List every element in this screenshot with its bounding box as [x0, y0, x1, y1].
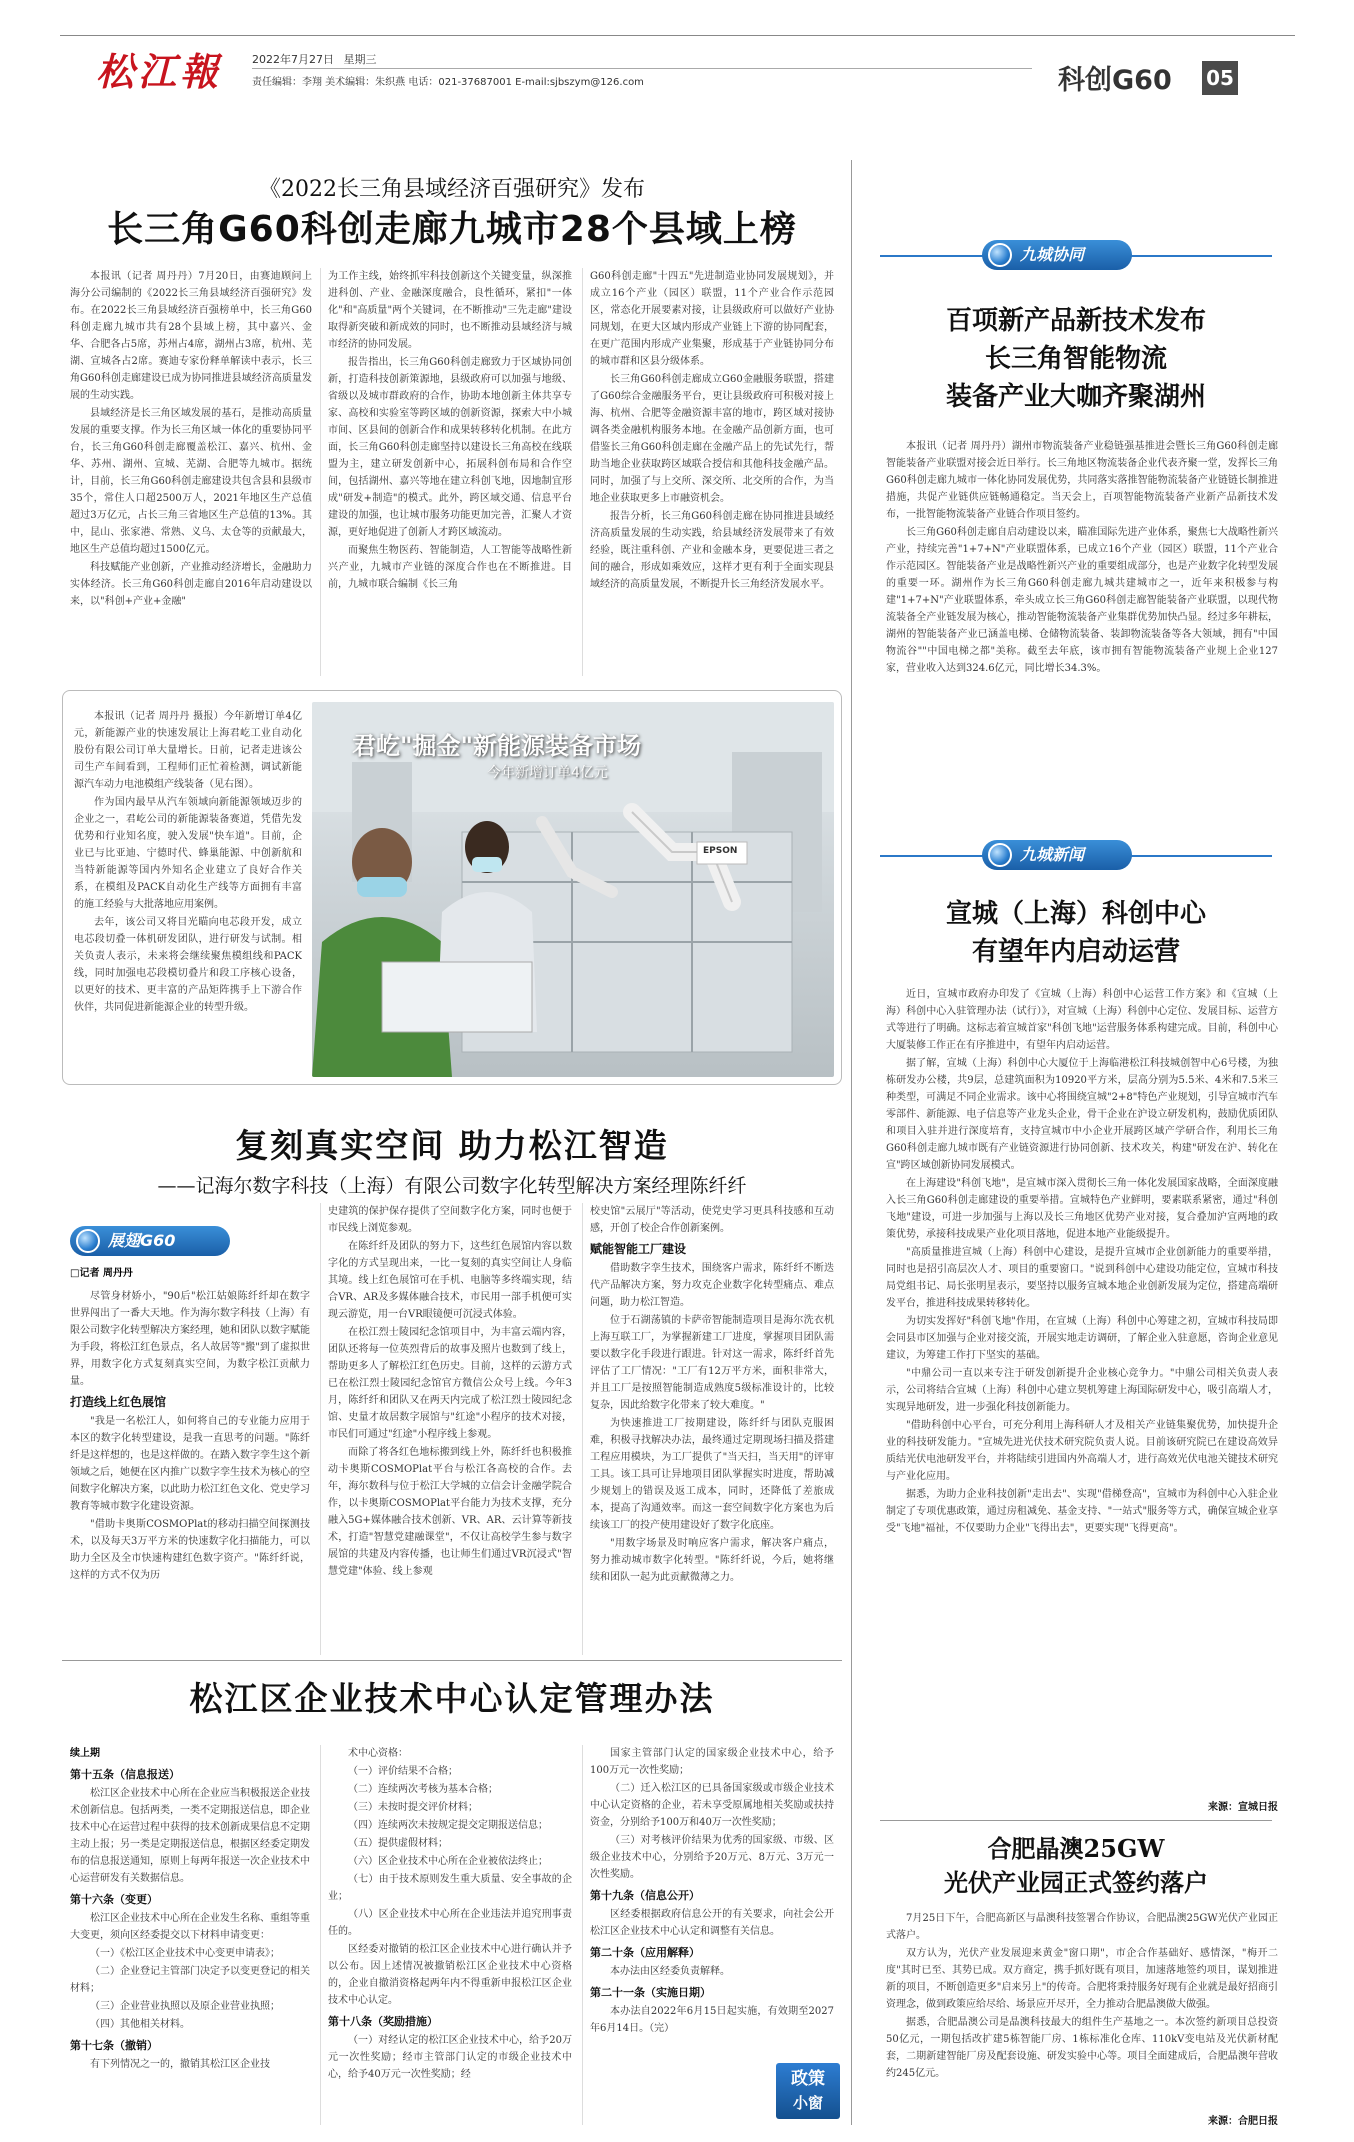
clause-heading: 第十八条（奖励措施） — [328, 2015, 438, 2028]
clause-heading: 第十九条（信息公开） — [590, 1889, 700, 1902]
paragraph: 史建筑的保护保存提供了空间数字化方案，同时也便于市民线上浏览参观。 — [328, 1206, 572, 1234]
r3-body — [886, 1910, 1278, 2112]
paragraph: 为工作主线，始终抓牢科技创新这个关键变量，纵深推进科创、产业、金融深度融合，良性循环，紧扣"一体化"和"高质量"两个关键词，在不断推动"三先走廊"建设取得新突破和新成效的同时，也不断推动县域经济与城市经济的协同发展。 — [328, 271, 572, 350]
article-headline: 松江区企业技术中心认定管理办法 — [189, 1679, 715, 1718]
paragraph: 长三角G60科创走廊自启动建设以来，瞄准国际先进产业体系，聚焦七大战略性新兴产业，持续完善"1+7+N"产业联盟体系，已成立16个产业（园区）联盟，11个产业合作示范园区。智能装备产业是战略性新兴产业的重要组成部分，也是产业数字化转型发展的重要一环。湖州作为长三角G60科创走廊九城共建城市之一，近年来积极参与构建"1+7+N"产业联盟体系，牵头成立长三角G60科创走廊智能装备产业联盟，以现代物流装备全产业链发展为核心，推动智能物流装备产业集群优势加快凸显。经过多年耕耘，湖州的智能装备产业已涵盖电梯、仓储物流装备、装卸物流装备等各大领域，拥有"中国物流谷""中国电梯之都"美称。截至去年底，该市拥有智能物流装备产业规上企业127家，营业收入达到324.6亿元，同比增长34.3%。 — [886, 527, 1278, 674]
paragraph: "用数字场景及时响应客户需求，解决客户痛点，努力推动城市数字化转型。"陈纤纤说，今后，她将继续和团队一起为此贡献微薄之力。 — [590, 1538, 834, 1583]
clause-item: （三）企业营业执照以及原企业营业执照； — [90, 2001, 280, 2012]
paragraph: 据悉，为助力企业科技创新"走出去"、实现"借梯登高"，宣城市为科创中心入驻企业制定了专项优惠政策，通过房租减免、基金支持、"一站式"服务等方式，确保宣城企业享受"飞地"福祉，不仅要助力企业"飞得出去"，更要实现"飞得更高"。 — [886, 1489, 1278, 1534]
column-tag — [982, 240, 1132, 270]
right-column — [860, 160, 1292, 2130]
r2-body — [886, 986, 1278, 1798]
photo-subtitle: 今年新增订单4亿元 — [487, 765, 608, 781]
clause-heading: 第十五条（信息报送） — [70, 1768, 180, 1781]
paragraph: 县域经济是长三角区域发展的基石，是推动高质量发展的重要支撑。作为长三角区域一体化的重要协同平台，长三角G60科创走廊覆盖松江、嘉兴、杭州、金华、苏州、湖州、宣城、芜湖、合肥等九城市。据统计，目前，长三角G60科创走廊建设共包含县和县级市35个，常住人口超2500万人，2021年地区生产总值超过3万亿元，占长三角三省地区生产总值的13%。其中，昆山、张家港、常熟、义乌、太仓等的贡献最大，地区生产总值均超过1500亿元。 — [70, 408, 312, 555]
tag-label: 九城新闻 — [1020, 845, 1085, 864]
article-column-2 — [328, 268, 572, 676]
headline-line: 长三角智能物流 — [984, 344, 1167, 374]
clause-heading: 第二十一条（实施日期） — [590, 1986, 711, 1999]
clause-item: （一）《松江区企业技术中心变更申请表》； — [90, 1948, 280, 1959]
clause-item: 术中心资格： — [348, 1748, 408, 1759]
paragraph: 在上海建设"科创飞地"，是宣城市深入贯彻长三角一体化发展国家战略，全面深度融入长三角G60科创走廊建设的重要举措。宣城特色产业鲜明，要素联系紧密，通过"科创飞地"建设，可进一步加强与上海以及长三角地区优势产业对接，复合叠加沪宣两地的政策优势，承接科技成果产业化项目落地，促进本地产业能级提升。 — [886, 1178, 1278, 1240]
headline-line: 光伏产业园正式签约落户 — [944, 1868, 1208, 1897]
paragraph: "借助科创中心平台，可充分利用上海科研人才及相关产业链集聚优势，加快提升企业的科技研发能力。"宣城先进光伏技术研究院负责人说。目前该研究院已在建设高效异质结光伏电池研发平台，并将陆续引进国内外高端人才，进行高效光伏电池关键技术研究与产业化应用。 — [886, 1420, 1278, 1482]
paragraph: 在松江烈士陵园纪念馆项目中，为丰富云端内容，团队还将每一位英烈背后的故事及照片也数到了线上，帮助更多人了解松江红色历史。目前，这样的云游方式已在松江烈士陵园纪念馆官方微信公众号上线。今年3月，陈纤纤和团队又在两天内完成了松江烈士陵园纪念馆、史量才故居数字展馆与"红途"小程序的技术对接，市民们可通过"红途"小程序线上参观。 — [328, 1327, 572, 1440]
article-column-2 — [328, 1203, 572, 1655]
clause-item: （三）未按时提交评价材料； — [348, 1802, 478, 1813]
section-name: 科创G60 — [1058, 65, 1172, 96]
headline-line: 装备产业大咖齐聚湖州 — [945, 382, 1206, 412]
paragraph: 位于石湖荡镇的卡萨帝智能制造项目是海尔洗衣机上海互联工厂，为掌握新建工厂进度，掌握项目团队需要以数字化手段进行跟进。针对这一需求，陈纤纤首先评估了工厂情况："工厂有12万平方米，面积非常大，并且工厂是按照智能制造成熟度5级标准设计的，比较复杂，因此给数字化带来了较大难度。" — [590, 1315, 834, 1411]
paragraph: 校史馆"云展厅"等活动，使党史学习更具科技感和互动感，开创了校企合作创新案例。 — [590, 1206, 834, 1234]
paragraph: 本报讯（记者 周丹丹）7月20日，由赛迪顾问上海分公司编制的《2022长三角县域经济百强研究》发布。在2022长三角县域经济百强榜单中，长三角G60科创走廊九城市共有28个县域上榜，其中嘉兴、金华、合肥各占5席，苏州占4席，湖州占3席，杭州、芜湖、宣城各占2席。赛迪专家份释单解读中表示，长三角G60科创走廊建设已成为协同推进县域经济高质量发展的生动实践。 — [70, 271, 312, 401]
policy-column-1 — [70, 1745, 310, 2120]
column-tag — [982, 840, 1132, 870]
clause-paragraph: 本办法由区经委负责解释。 — [610, 1966, 730, 1977]
paragraph: 报告指出，长三角G60科创走廊致力于区域协同创新，打造科技创新策源地，县级政府可以加强与地级、省级以及城市群政府的合作，协助本地创新主体共享专家、高校和实验室等跨区域的创新资源，探索大中小城市间、区县间的创新合作和成果转移转化机制。在此方面，长三角G60科创走廊坚持以建设长三角高校在线联盟为主，建立研发创新中心，拓展科创布局和合作空间，包括湖州、嘉兴等地在建立科创飞地，因地制宜形成"研发+制造"的模式。此外，跨区域交通、信息平台建设的加强，也让城市服务功能更加完善，汇聚人才资源，更好地促进了创新人才跨区域流动。 — [328, 357, 572, 538]
clause-paragraph: 区经委根据政府信息公开的有关要求，向社会公开松江区企业技术中心认定和调整有关信息。 — [590, 1909, 834, 1937]
r3-headline — [860, 1832, 1292, 1900]
column-divider — [851, 160, 852, 2125]
clause-item: （四）连续两次未按规定提交定期报送信息； — [348, 1820, 548, 1831]
paragraph: 而聚焦生物医药、智能制造，人工智能等战略性新兴产业，九城市产业链的深度合作也在不断推进。目前，九城市联合编制《长三角 — [328, 545, 572, 590]
section-heading: 打造线上红色展馆 — [70, 1395, 167, 1409]
article-column-3 — [590, 268, 834, 676]
clause-paragraph: 松江区企业技术中心所在企业发生名称、重组等重大变更，须向区经委提交以下材料申请变更： — [70, 1913, 310, 1941]
paragraph: 为切实发挥好"科创飞地"作用，在宣城（上海）科创中心筹建之初，宣城市科技局即会同县市区加强与企业对接交流，开展实地走访调研，了解企业入驻意愿，咨询企业意见建议，为筹建工作打下坚实的基础。 — [886, 1316, 1278, 1361]
clause-item: （五）提供虚假材料； — [348, 1838, 448, 1849]
paragraph: 而除了将各红色地标搬到线上外，陈纤纤也积极推动卡奥斯COSMOPlat平台与松江各高校的合作。去年，海尔数科与位于松江大学城的立信会计金融学院合作，以卡奥斯COSMOPlat平台能力为技术支撑，充分融入5G+媒体融合技术创新、VR、AR、云计算等新技术，打造"智慧党建融课堂"，不仅让高校学生参与数字展馆的共建及内容传播，也让师生们通过VR沉浸式"智慧党建"体验、线上参观 — [328, 1447, 572, 1577]
paragraph: 本报讯（记者 周丹丹）湖州市物流装备产业稳链强基推进会暨长三角G60科创走廊智能装备产业联盟对接会近日举行。长三角地区物流装备企业代表齐聚一堂，发挥长三角G60科创走廊九城市一体化协同发展优势，共同落实落推智能物流装备产业链链长制推进措施，共促产业链供应链畅通稳定。当天会上，百项智能物流装备产业新产品新技术发布，一批智能物流装备产业链合作项目签约。 — [886, 441, 1278, 520]
continued-note: 续上期 — [70, 1748, 100, 1759]
clause-paragraph: 本办法自2022年6月15日起实施，有效期至2027年6月14日。（完） — [590, 2006, 834, 2034]
globe-icon — [988, 843, 1012, 867]
article-column-1 — [70, 1265, 310, 1655]
clause-item: （二）企业登记主管部门决定予以变更登记的相关材料； — [70, 1966, 310, 1994]
tag-label: 九城协同 — [1020, 245, 1085, 264]
paragraph: 科技赋能产业创新，产业推动经济增长，金融助力实体经济。长三角G60科创走廊自2016年启动建设以来，以"科创+产业+金融" — [70, 562, 312, 607]
paragraph: 去年，该公司又将目光瞄向电芯段开发，成立电芯段切叠一体机研发团队，进行研发与试制。相关负责人表示，未来将会继续聚焦模组线和PACK线，同时加强电芯段模切叠片和段工序核心设备，以更好的技术、更丰富的产品矩阵携手上下游合作伙伴，共同促进新能源企业的转型升级。 — [74, 917, 302, 1013]
paragraph: "借助卡奥斯COSMOPlat的移动扫描空间探测技术，以及每天3万平方米的快速数字化扫描能力，可以助力全区及全市快速构建红色数字资产。"陈纤纤说，这样的方式不仅为历 — [70, 1519, 310, 1581]
paragraph: "高质量推进宣城（上海）科创中心建设，是提升宣城市企业创新能力的重要举措，同时也是招引高层次人才、项目的重要窗口。"说到科创中心建设功能定位，宣城市科技局党组书记、局长张明星表示，要坚持以服务宣城本地企业创新发展为定位，搭建高端研发平台，推进科技成果转移转化。 — [886, 1247, 1278, 1309]
clause-item: （七）由于技术原则发生重大质量、安全事故的企业； — [328, 1874, 572, 1902]
clause-paragraph: 有下列情况之一的，撤销其松江区企业技 — [90, 2059, 270, 2070]
clause-paragraph: （二）迁入松江区的已具备国家级或市级企业技术中心认定资格的企业，若未享受原属地相关奖励或扶持资金，分别给予100万和40万一次性奖励； — [590, 1783, 834, 1828]
date: 2022年7月27日 — [252, 53, 334, 66]
tag-label: 展翅G60 — [108, 1231, 176, 1250]
weekday: 星期三 — [343, 53, 377, 66]
clause-item: 国家主管部门认定的国家级企业技术中心，给予100万元一次性奖励； — [590, 1748, 834, 1776]
paragraph: 据了解，宣城（上海）科创中心大厦位于上海临港松江科技城创智中心6号楼，为独栋研发办公楼，共9层，总建筑面积为10920平方米，层高分别为5.5米、4米和7.5米三种类型，可满足不同企业需求。该中心将围绕宣城"2+8"特色产业规划，引导宣城市汽车零部件、新能源、电子信息等产业龙头企业，骨干企业在沪设立研发机构，鼓励优质团队和项目入驻并进行深度培育，支持宣城市中小企业开展跨区域产学研合作，利用长三角G60科创走廊九城市既有产业链资源进行协同创新、技术攻关，构建"研发在沪、转化在宣"跨区域创新协同发展模式。 — [886, 1058, 1278, 1171]
clause-paragraph: （一）对经认定的松江区企业技术中心，给予20万元一次性奖励；经市主管部门认定的市级企业技术中心，给予40万元一次性奖励；经 — [328, 2035, 572, 2080]
paragraph: 据悉，合肥晶澳公司是晶澳科技最大的组件生产基地之一。本次签约新项目总投资50亿元，一期包括改扩建5栋智能厂房、1栋标准化仓库、110kV变电站及光伏新材配套，二期新建智能厂房及配套设施、研发实验中心等。项目全面建成后，合肥晶澳年营收约245亿元。 — [886, 2017, 1278, 2079]
paragraph: 长三角G60科创走廊成立G60金融服务联盟，搭建了G60综合金融服务平台，更让县级政府可积极对接上海、杭州、合肥等金融资源丰富的地市，跨区域对接协调各类金融机构服务本地。在金融产品创新方面，也可借鉴长三角G60科创走廊在金融产品上的先试先行，帮助当地企业获取跨区域联合授信和其他科技金融产品。同时，加强了与上交所、深交所、北交所的合作，为当地企业获取更多上市融资机会。 — [590, 374, 834, 504]
paragraph: "中鼎公司一直以来专注于研发创新提升企业核心竞争力。"中鼎公司相关负责人表示，公司将结合宣城（上海）科创中心建立契机筹建上海国际研发中心，吸引高端人才，实现异地研发，进一步强化科技创新能力。 — [886, 1368, 1278, 1413]
clause-item: （八）区企业技术中心所在企业违法并追究刑事责任的。 — [328, 1909, 572, 1937]
clause-item: （二）连续两次考核为基本合格； — [348, 1784, 498, 1795]
clause-item: （四）其他相关材料。 — [90, 2019, 190, 2030]
photo-title: 君屹"掘金"新能源装备市场 — [352, 732, 642, 760]
paragraph: 作为国内最早从汽车领域向新能源领域迈步的企业之一，君屹公司的新能源装备赛道，凭借先发优势和行业知名度，驶入发展"快车道"。目前，企业已与比亚迪、宁德时代、蜂巢能源、中创新航和当特新能源等国内外知名企业建立了良好合作关系，在模组及PACK自动化生产线等方面拥有丰富的施工经验与大批落地应用案例。 — [74, 797, 302, 910]
editors-line: 责任编辑：李翔 美术编辑：朱织燕 电话：021-37687001 E-mail:sjbszym@126.com — [252, 77, 644, 88]
paragraph: 双方认为，光伏产业发展迎来黄金"窗口期"，市企合作基础好、感情深，"梅开二度"其时已至、其势已成。双方商定，携手抓好既有项目，加速落地签约项目，谋划推进新的项目，不断创造更多"启来另上"的传奇。合肥将秉持服务好现有企业就是最好招商引资理念，做到政策应给尽给、场景应开尽开，全力推动合肥晶澳做大做强。 — [886, 1948, 1278, 2010]
article-county-economy — [62, 160, 842, 680]
headline-line: 合肥晶澳25GW — [987, 1834, 1165, 1863]
clause-item: （六）区企业技术中心所在企业被依法终止； — [348, 1856, 548, 1867]
newspaper-logo: 松江報 — [96, 49, 223, 94]
masthead — [0, 0, 1354, 100]
section-heading: 赋能智能工厂建设 — [590, 1242, 687, 1256]
r1-headline — [860, 302, 1292, 416]
headline-line: 有望年内启动运营 — [971, 937, 1180, 967]
article-headline: 复刻真实空间 助力松江智造 — [235, 1126, 669, 1165]
r2-headline — [860, 895, 1292, 971]
article-body — [74, 708, 302, 1078]
paragraph: "我是一名松江人，如何将自己的专业能力应用于本区的数字化转型建设，是我一直思考的问题。"陈纤纤是这样想的，也是这样做的。在踏入数字孪生这个新领域之后，她便在区内推广以数字孪生技术为核心的空间数字化解决方案，以此助力松江红色文化、党史学习教育等城市数字化建设资源。 — [70, 1416, 310, 1512]
clause-paragraph: 松江区企业技术中心所在企业应当积极报送企业技术创新信息。包括两类，一类不定期报送信息，即企业技术中心在运营过程中获得的技术创新成果信息不定期主动上报；另一类是定期报送信息，根据区经委定期发布的信息报送通知，原则上每两年报送一次企业技术中心运营研发有关数据信息。 — [70, 1788, 310, 1884]
globe-icon — [76, 1229, 100, 1253]
r1-body — [886, 438, 1278, 838]
paragraph: 近日，宣城市政府办印发了《宣城（上海）科创中心运营工作方案》和《宣城（上海）科创中心入驻管理办法（试行）》，对宣城（上海）科创中心定位、发展目标、运营方式等进行了明确。这标志着宣城首家"科创飞地"运营服务体系构建完成。目前，科创中心大厦装修工作正在有序推进中，有望年内启动运营。 — [886, 989, 1278, 1051]
clause-paragraph: 区经委对撤销的松江区企业技术中心进行确认并予以公布。因上述情况被撤销松江区企业技术中心资格的，企业自撤消资格起两年内不得重新申报松江区企业技术中心认定。 — [328, 1944, 572, 2006]
paragraph: 在陈纤纤及团队的努力下，这些红色展馆内容以数字化的方式呈现出来，一比一复刻的真实空间让人身临其境。线上红色展馆可在手机、电脑等多终端实现，结合VR、AR及多媒体融合技术，市民用一部手机便可实现云游览，用一台VR眼镜便可沉浸式体验。 — [328, 1241, 572, 1320]
policy-column-2 — [328, 1745, 572, 2120]
article-kicker: 《2022长三角县域经济百强研究》发布 — [259, 177, 645, 202]
article-junyi — [62, 690, 842, 1085]
article-policy — [62, 1665, 842, 2125]
globe-icon — [988, 243, 1012, 267]
masthead-date — [252, 51, 377, 67]
r2-source: 来源：宣城日报 — [1208, 1802, 1278, 1813]
article-column-1 — [70, 268, 312, 676]
clause-item: （一）评价结果不合格； — [348, 1766, 458, 1777]
badge-line-1: 政策 — [791, 2069, 825, 2089]
byline: □记者 周丹丹 — [70, 1268, 133, 1279]
article-column-3 — [590, 1203, 834, 1655]
article-subheadline: ——记海尔数字科技（上海）有限公司数字化转型解决方案经理陈纤纤 — [157, 1175, 747, 1197]
clause-heading: 第十七条（撤销） — [70, 2039, 158, 2052]
paragraph: 本报讯（记者 周丹丹 摄报）今年新增订单4亿元，新能源产业的快速发展让上海君屹工业自动化股份有限公司订单大量增长。日前，记者走进该公司生产车间看到，工程师们正忙着检测，调试新能源汽车动力电池模组产线装备（见右图）。 — [74, 711, 302, 790]
policy-window-badge — [776, 2063, 840, 2119]
headline-line: 百项新产品新技术发布 — [945, 306, 1206, 336]
headline-line: 宣城（上海）科创中心 — [945, 899, 1206, 929]
clause-paragraph: （三）对考核评价结果为优秀的国家级、市级、区级企业技术中心，分别给予20万元、8万元、3万元一次性奖励。 — [590, 1835, 834, 1880]
page-number: 05 — [1202, 61, 1238, 95]
clause-heading: 第二十条（应用解释） — [590, 1946, 700, 1959]
machine-label: EPSON — [703, 846, 738, 856]
article-headline: 长三角G60科创走廊九城市28个县域上榜 — [107, 209, 797, 250]
worker-1 — [312, 828, 452, 1077]
paragraph: 为快速推进工厂按期建设，陈纤纤与团队克服困难，积极寻找解决办法，最终通过定期现场扫描及搭建工程应用模块，为工厂提供了"当天扫，当天用"的评审工具。该工具可让异地项目团队掌握实时进度，帮助减少规划上的错误及返工成本，同时，还降低了差旅成本，提高了沟通效率。而这一套空间数字化方案也为后续该工厂的投产使用建设好了数字化底座。 — [590, 1418, 834, 1531]
r3-source: 来源：合肥日报 — [1208, 2116, 1278, 2127]
paragraph: 报告分析，长三角G60科创走廊在协同推进县域经济高质量发展的生动实践，给县域经济发展带来了有效经验，既注重科创、产业和金融本身，更要促进三者之间的融合，形成如乘效应，这样才更有利于全面实现县域经济的高质量发展，不断提升长三角经济发展水平。 — [590, 511, 834, 590]
badge-line-2: 小窗 — [792, 2094, 823, 2112]
factory-photo — [312, 702, 834, 1077]
article-haier — [62, 1095, 842, 1655]
column-tag — [70, 1226, 230, 1256]
paragraph: 借助数字孪生技术，围绕客户需求，陈纤纤不断迭代产品解决方案，努力攻克企业数字化转型痛点、难点问题，助力松江智造。 — [590, 1263, 834, 1308]
paragraph: 尽管身材娇小，"90后"松江姑娘陈纤纤却在数字世界闯出了一番大天地。作为海尔数字科技（上海）有限公司数字化转型解决方案经理，她和团队以数字赋能为手段，将松江红色景点，名人故居等"搬"到了虚拟世界，用数字化方式复刻真实空间，为数字松江贡献力量。 — [70, 1291, 310, 1387]
paragraph: 7月25日下午，合肥高新区与晶澳科技签署合作协议，合肥晶澳25GW光伏产业园正式落户。 — [886, 1913, 1278, 1941]
clause-heading: 第十六条（变更） — [70, 1893, 158, 1906]
paragraph: G60科创走廊"十四五"先进制造业协同发展规划》，并成立16个产业（园区）联盟，11个产业合作示范园区，常态化开展要素对接，让县级政府可以做好产业协同规划，在更大区域内形成产业链上下游的协同配套，在更广范围内形成产业集聚，形成基于产业链协同分布的城市群和区县分级体系。 — [590, 271, 834, 367]
